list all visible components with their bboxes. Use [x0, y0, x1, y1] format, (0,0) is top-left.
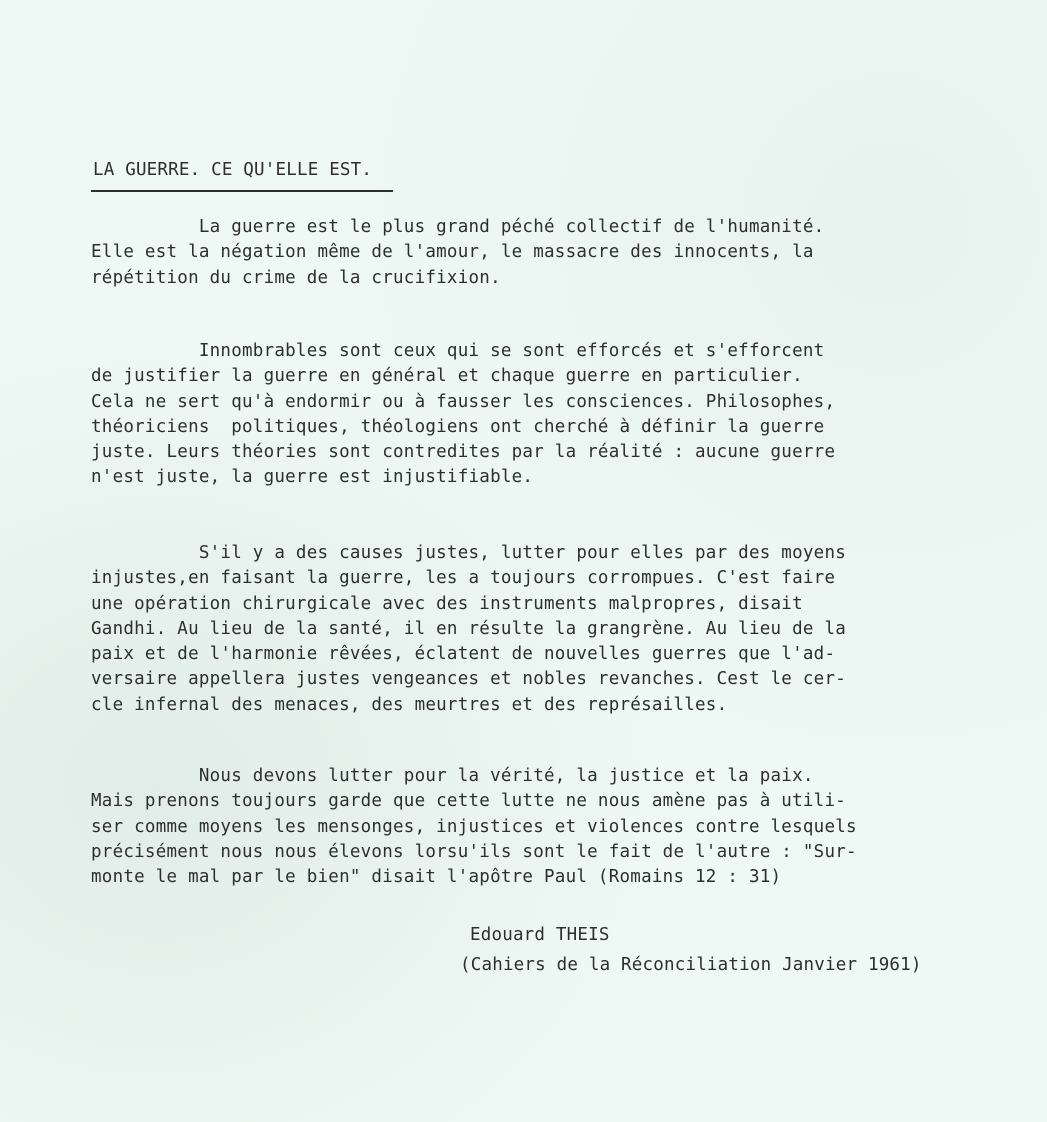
text-line: théoriciens politiques, théologiens ont cherché à définir la guerre — [91, 416, 825, 437]
text-line: répétition du crime de la crucifixion. — [91, 267, 501, 288]
text-line: Cela ne sert qu'à endormir ou à fausser les consciences. Philosophes, — [91, 391, 836, 412]
text-line: Innombrables sont ceux qui se sont efforcés et s'efforcent — [91, 341, 825, 361]
text-line: Gandhi. Au lieu de la santé, il en résulte la grangrène. Au lieu de la — [91, 618, 847, 639]
paragraph-1 — [91, 215, 931, 291]
paragraph-2 — [91, 339, 931, 491]
text-line: cle infernal des menaces, des meurtres et des représailles. — [91, 694, 728, 715]
signature-source: (Cahiers de la Réconciliation Janvier 1961) — [460, 955, 922, 975]
text-line: Elle est la négation même de l'amour, le massacre des innocents, la — [91, 242, 814, 263]
signature-author: Edouard THEIS — [470, 925, 610, 945]
text-line: monte le mal par le bien" disait l'apôtre Paul (Romains 12 : 31) — [91, 867, 782, 888]
text-line: injustes,en faisant la guerre, les a toujours corrompues. C'est faire — [91, 568, 836, 589]
text-line: précisément nous nous élevons lorsu'ils sont le fait de l'autre : "Sur- — [91, 841, 857, 862]
text-line: S'il y a des causes justes, lutter pour elles par des moyens — [91, 543, 847, 563]
paragraph-4 — [91, 764, 931, 890]
paragraph-3 — [91, 541, 931, 718]
text-line: La guerre est le plus grand péché collectif de l'humanité. — [91, 217, 825, 237]
text-line: une opération chirurgicale avec des instruments malpropres, disait — [91, 593, 803, 614]
text-line: Mais prenons toujours garde que cette lutte ne nous amène pas à utili- — [91, 791, 847, 812]
text-line: n'est juste, la guerre est injustifiable. — [91, 467, 534, 488]
text-line: Nous devons lutter pour la vérité, la justice et la paix. — [91, 766, 814, 786]
text-line: juste. Leurs théories sont contredites par la réalité : aucune guerre — [91, 442, 836, 463]
text-line: de justifier la guerre en général et chaque guerre en particulier. — [91, 366, 803, 387]
document-title: LA GUERRE. CE QU'ELLE EST. — [93, 160, 373, 180]
title-underline — [91, 190, 393, 192]
text-line: versaire appellera justes vengeances et nobles revanches. Cest le cer- — [91, 669, 847, 690]
text-line: paix et de l'harmonie rêvées, éclatent de nouvelles guerres que l'ad- — [91, 644, 836, 665]
text-line: ser comme moyens les mensonges, injustices et violences contre lesquels — [91, 816, 857, 837]
